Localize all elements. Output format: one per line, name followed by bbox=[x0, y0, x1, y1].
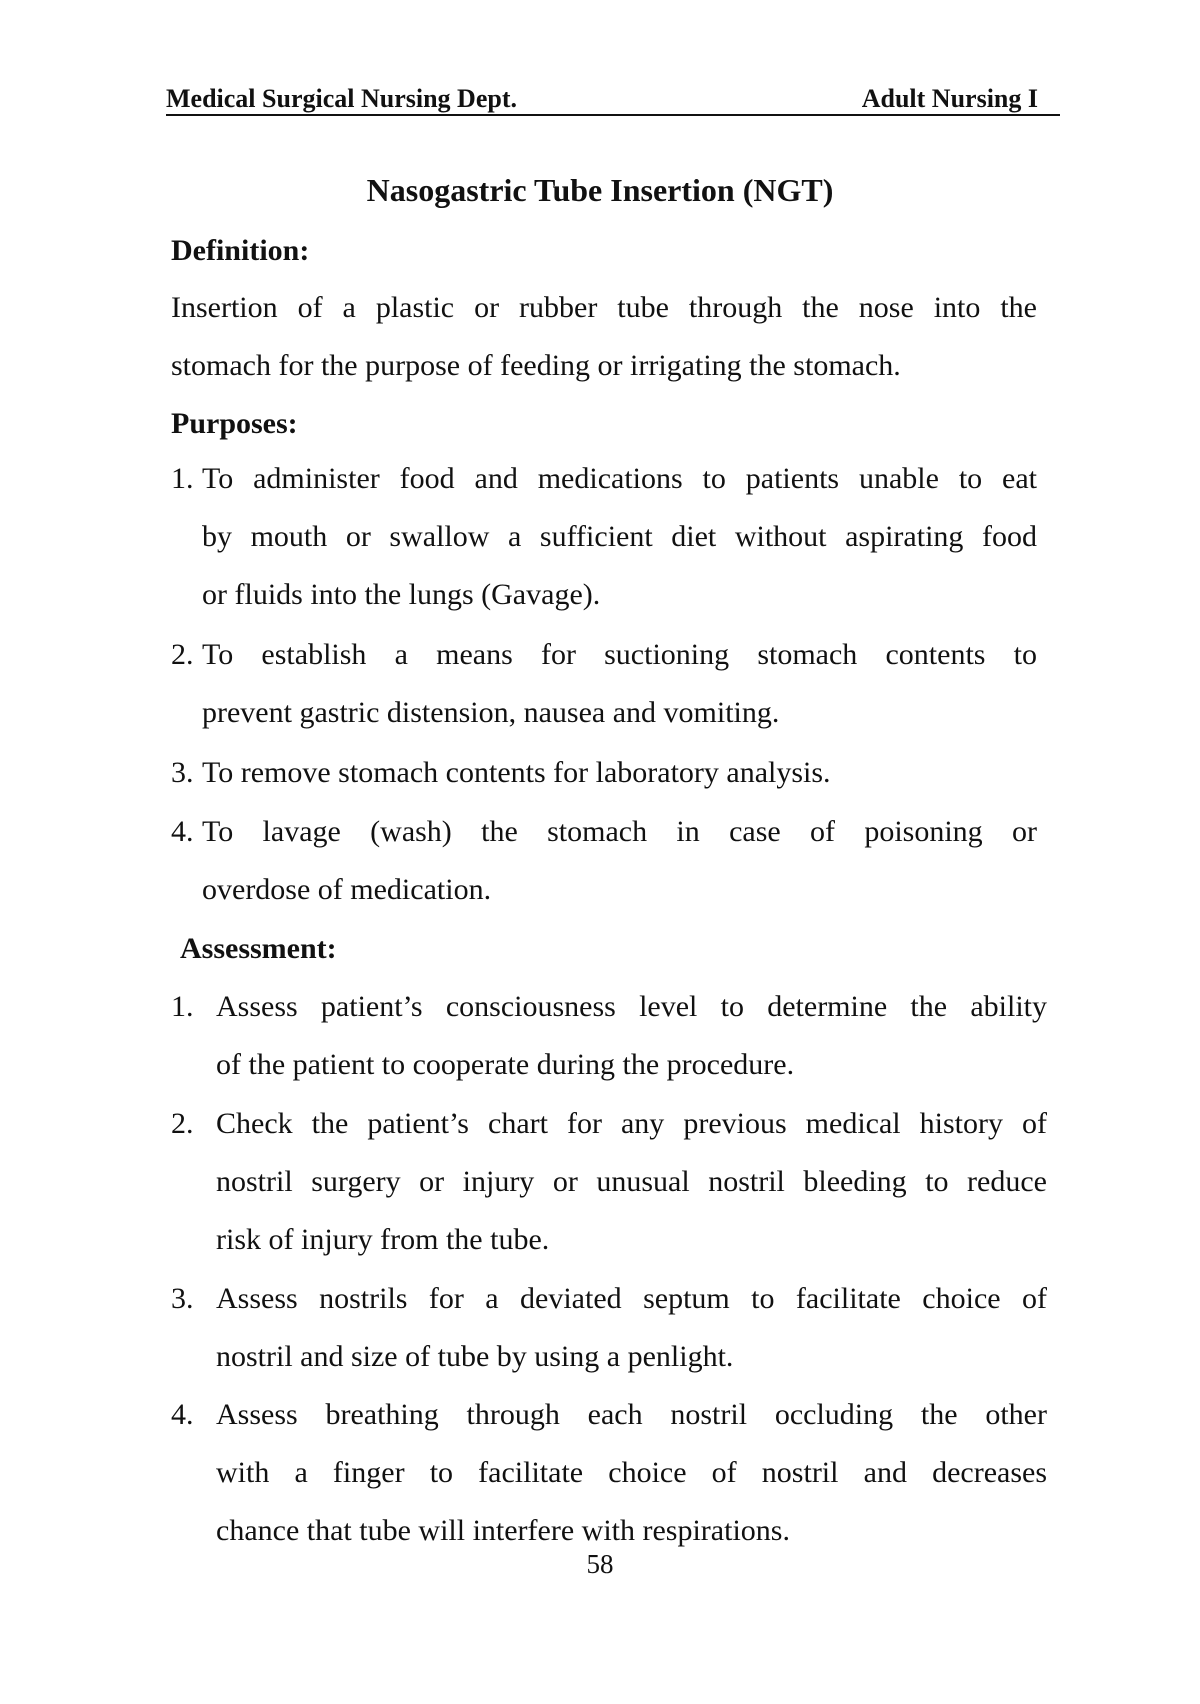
list-item-line: overdose of medication. bbox=[202, 873, 492, 906]
purpose-item bbox=[171, 744, 1037, 802]
page-number: 58 bbox=[586, 1549, 614, 1579]
purpose-item bbox=[171, 626, 1037, 742]
list-item-line: Assess patient’s consciousness level to determine the ability bbox=[216, 990, 1047, 1023]
list-item-line: or fluids into the lungs (Gavage). bbox=[202, 578, 601, 611]
purpose-item bbox=[171, 803, 1037, 919]
assessment-item bbox=[171, 1386, 1047, 1560]
list-number: 4. bbox=[171, 1398, 194, 1431]
list-number: 1. bbox=[171, 990, 194, 1023]
definition-line: Insertion of a plastic or rubber tube through the nose into the bbox=[171, 291, 1037, 324]
list-item-line: Assess nostrils for a deviated septum to facilitate choice of bbox=[216, 1282, 1047, 1315]
list-item-line: nostril and size of tube by using a penlight. bbox=[216, 1340, 734, 1373]
list-number: 3. bbox=[171, 1282, 194, 1315]
list-number: 2. bbox=[171, 638, 194, 671]
page-title: Nasogastric Tube Insertion (NGT) bbox=[366, 172, 834, 208]
purposes-heading: Purposes: bbox=[171, 407, 298, 440]
list-item-line: To administer food and medications to patients unable to eat bbox=[202, 462, 1037, 495]
page-header bbox=[166, 84, 1060, 116]
list-item-line: Assess breathing through each nostril occluding the other bbox=[216, 1398, 1047, 1431]
list-number: 1. bbox=[171, 462, 194, 495]
purpose-item bbox=[171, 450, 1037, 624]
definition-heading: Definition: bbox=[171, 234, 310, 267]
list-item-line: To remove stomach contents for laboratory analysis. bbox=[202, 756, 831, 789]
header-department: Medical Surgical Nursing Dept. bbox=[166, 84, 517, 113]
list-number: 2. bbox=[171, 1107, 194, 1140]
list-item-line: with a finger to facilitate choice of nostril and decreases bbox=[216, 1456, 1047, 1489]
list-item-line: by mouth or swallow a sufficient diet without aspirating food bbox=[202, 520, 1037, 553]
list-number: 3. bbox=[171, 756, 194, 789]
definition-text bbox=[171, 279, 1037, 395]
assessment-heading: Assessment: bbox=[180, 932, 337, 965]
list-item-line: Check the patient’s chart for any previous medical history of bbox=[216, 1107, 1047, 1140]
list-item-line: nostril surgery or injury or unusual nostril bleeding to reduce bbox=[216, 1165, 1047, 1198]
list-item-line: risk of injury from the tube. bbox=[216, 1223, 550, 1256]
list-item-line: To establish a means for suctioning stomach contents to bbox=[202, 638, 1037, 671]
assessment-item bbox=[171, 1095, 1047, 1269]
header-course: Adult Nursing I bbox=[861, 84, 1038, 113]
list-item-line: chance that tube will interfere with respirations. bbox=[216, 1514, 790, 1547]
list-item-line: To lavage (wash) the stomach in case of poisoning or bbox=[202, 815, 1037, 848]
list-number: 4. bbox=[171, 815, 194, 848]
assessment-item bbox=[171, 978, 1047, 1094]
definition-line: stomach for the purpose of feeding or irrigating the stomach. bbox=[171, 349, 901, 382]
list-item-line: of the patient to cooperate during the procedure. bbox=[216, 1048, 795, 1081]
assessment-item bbox=[171, 1270, 1047, 1386]
list-item-line: prevent gastric distension, nausea and vomiting. bbox=[202, 696, 780, 729]
